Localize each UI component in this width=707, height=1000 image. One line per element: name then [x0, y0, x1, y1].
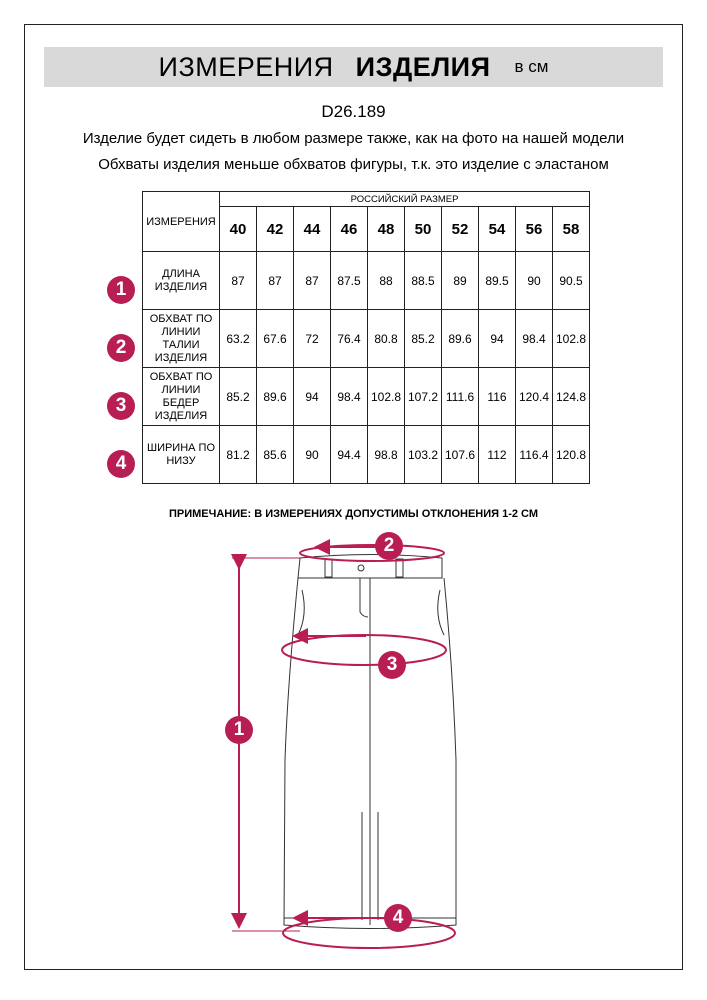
table-cell: 98.4 [516, 310, 553, 368]
title-bold: ИЗДЕЛИЯ [355, 51, 491, 82]
table-cell: 94 [294, 368, 331, 426]
table-cell: 90 [516, 252, 553, 310]
size-header-cell: 52 [442, 207, 479, 252]
row-label-line: НИЗУ [166, 454, 196, 467]
row-label-line: ОБХВАТ ПО [149, 370, 213, 383]
table-corner-label: ИЗМЕРЕНИЯ [143, 192, 220, 252]
table-cell: 87 [220, 252, 257, 310]
size-header-cell: 54 [479, 207, 516, 252]
table-cell: 89.6 [257, 368, 294, 426]
table-cell: 87 [257, 252, 294, 310]
row-marker-2: 2 [107, 334, 135, 362]
table-cell: 72 [294, 310, 331, 368]
row-label-line: ИЗДЕЛИЯ [154, 409, 208, 422]
row-label-line: ЛИНИИ [161, 383, 201, 396]
title-unit: в см [514, 57, 549, 76]
elastane-note: Обхваты изделия меньше обхватов фигуры, т.к. это изделие с эластаном [98, 156, 609, 173]
title-regular: ИЗМЕРЕНИЯ [158, 51, 334, 82]
size-header-cell: 58 [553, 207, 590, 252]
size-header-cell: 50 [405, 207, 442, 252]
table-cell: 85.6 [257, 426, 294, 484]
size-header-cell: 44 [294, 207, 331, 252]
size-header-cell: 42 [257, 207, 294, 252]
article-code: D26.189 [321, 102, 386, 121]
size-header-cell: 48 [368, 207, 405, 252]
row-label-line: ИЗДЕЛИЯ [154, 280, 208, 293]
table-cell: 112 [479, 426, 516, 484]
table-cell: 102.8 [368, 368, 405, 426]
table-cell: 88.5 [405, 252, 442, 310]
row-label-line: ШИРИНА ПО [146, 441, 216, 454]
diagram-marker-4: 4 [384, 904, 412, 932]
table-cell: 90 [294, 426, 331, 484]
table-cell: 67.6 [257, 310, 294, 368]
table-cell: 87 [294, 252, 331, 310]
tolerance-note: ПРИМЕЧАНИЕ: В ИЗМЕРЕНИЯХ ДОПУСТИМЫ ОТКЛОНЕНИЯ 1-2 СМ [168, 508, 539, 520]
diagram-marker-1: 1 [225, 716, 253, 744]
table-cell: 94 [479, 310, 516, 368]
table-cell: 81.2 [220, 426, 257, 484]
table-cell: 107.2 [405, 368, 442, 426]
table-cell: 63.2 [220, 310, 257, 368]
fit-note: Изделие будет сидеть в любом размере также, как на фото на нашей модели [82, 130, 625, 147]
size-header-cell: 40 [220, 207, 257, 252]
diagram-marker-2: 2 [375, 532, 403, 560]
table-cell: 80.8 [368, 310, 405, 368]
row-label-line: ЛИНИИ [161, 325, 201, 338]
row-marker-4: 4 [107, 450, 135, 478]
table-cell: 107.6 [442, 426, 479, 484]
size-header-cell: 56 [516, 207, 553, 252]
table-cell: 98.4 [331, 368, 368, 426]
size-header-cell: 46 [331, 207, 368, 252]
row-label-line: БЕДЕР [162, 396, 200, 409]
table-cell: 88 [368, 252, 405, 310]
table-cell: 124.8 [553, 368, 590, 426]
row-marker-1: 1 [107, 276, 135, 304]
diagram-marker-3: 3 [378, 651, 406, 679]
table-cell: 90.5 [553, 252, 590, 310]
table-cell: 102.8 [553, 310, 590, 368]
table-cell: 85.2 [405, 310, 442, 368]
row-label-line: ОБХВАТ ПО [149, 312, 213, 325]
row-label-line: ИЗДЕЛИЯ [154, 351, 208, 364]
table-cell: 89 [442, 252, 479, 310]
row-label-line: ТАЛИИ [162, 338, 200, 351]
table-cell: 103.2 [405, 426, 442, 484]
table-cell: 89.6 [442, 310, 479, 368]
table-cell: 89.5 [479, 252, 516, 310]
table-cell: 98.8 [368, 426, 405, 484]
table-cell: 116.4 [516, 426, 553, 484]
table-cell: 120.8 [553, 426, 590, 484]
table-cell: 85.2 [220, 368, 257, 426]
table-cell: 76.4 [331, 310, 368, 368]
row-label-line: ДЛИНА [162, 267, 200, 280]
table-cell: 120.4 [516, 368, 553, 426]
table-cell: 87.5 [331, 252, 368, 310]
table-cell: 94.4 [331, 426, 368, 484]
table-cell: 116 [479, 368, 516, 426]
row-marker-3: 3 [107, 392, 135, 420]
size-group-label: РОССИЙСКИЙ РАЗМЕР [220, 192, 590, 207]
table-cell: 111.6 [442, 368, 479, 426]
